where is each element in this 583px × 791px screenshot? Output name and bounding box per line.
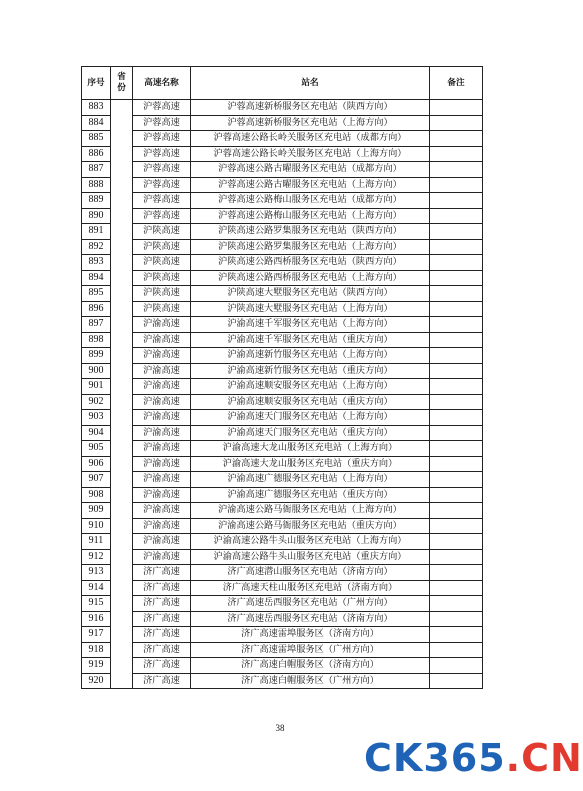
highway-name: 沪蓉高速: [133, 100, 191, 116]
table-row: [82, 177, 483, 193]
header-province: 省份: [111, 67, 133, 100]
note-cell: [430, 456, 483, 472]
row-number: 913: [82, 565, 111, 581]
table-row: [82, 270, 483, 286]
row-number: 891: [82, 224, 111, 240]
row-number: 890: [82, 208, 111, 224]
highway-name: 沪蓉高速: [133, 131, 191, 147]
row-number: 903: [82, 410, 111, 426]
highway-name: 沪蓉高速: [133, 146, 191, 162]
highway-name: 济广高速: [133, 627, 191, 643]
table-row: [82, 627, 483, 643]
station-name: 沪陕高速大墅服务区充电站（陕西方向）: [191, 286, 430, 302]
highway-name: 沪陕高速: [133, 286, 191, 302]
table-row: [82, 115, 483, 131]
highway-name: 济广高速: [133, 565, 191, 581]
station-name: 沪蓉高速公路古曜服务区充电站（成都方向）: [191, 162, 430, 178]
table-row: [82, 131, 483, 147]
highway-name: 沪陕高速: [133, 255, 191, 271]
table-row: [82, 503, 483, 519]
note-cell: [430, 627, 483, 643]
station-table: [81, 66, 483, 689]
station-name: 沪陕高速公路西桥服务区充电站（上海方向）: [191, 270, 430, 286]
row-number: 900: [82, 363, 111, 379]
station-name: 沪蓉高速公路梅山服务区充电站（上海方向）: [191, 208, 430, 224]
highway-name: 沪渝高速: [133, 472, 191, 488]
station-name: 沪陕高速大墅服务区充电站（上海方向）: [191, 301, 430, 317]
note-cell: [430, 332, 483, 348]
station-name: 沪渝高速新竹服务区充电站（上海方向）: [191, 348, 430, 364]
table-row: [82, 162, 483, 178]
station-name: 沪渝高速公路马衙服务区充电站（重庆方向）: [191, 518, 430, 534]
highway-name: 沪渝高速: [133, 487, 191, 503]
station-name: 济广高速岳西服务区充电站（广州方向）: [191, 596, 430, 612]
station-name: 沪陕高速公路西桥服务区充电站（陕西方向）: [191, 255, 430, 271]
province-cell: [111, 100, 133, 689]
highway-name: 济广高速: [133, 596, 191, 612]
station-name: 济广高速白帽服务区（济南方向）: [191, 658, 430, 674]
highway-name: 沪渝高速: [133, 518, 191, 534]
note-cell: [430, 208, 483, 224]
row-number: 896: [82, 301, 111, 317]
station-name: 沪蓉高速公路长岭关服务区充电站（上海方向）: [191, 146, 430, 162]
note-cell: [430, 115, 483, 131]
row-number: 902: [82, 394, 111, 410]
highway-name: 沪蓉高速: [133, 177, 191, 193]
highway-name: 济广高速: [133, 673, 191, 689]
row-number: 901: [82, 379, 111, 395]
highway-name: 沪渝高速: [133, 317, 191, 333]
station-name: 沪渝高速广德服务区充电站（上海方向）: [191, 472, 430, 488]
highway-name: 济广高速: [133, 580, 191, 596]
row-number: 886: [82, 146, 111, 162]
row-number: 920: [82, 673, 111, 689]
highway-name: 沪蓉高速: [133, 162, 191, 178]
row-number: 911: [82, 534, 111, 550]
note-cell: [430, 472, 483, 488]
station-name: 沪渝高速新竹服务区充电站（重庆方向）: [191, 363, 430, 379]
table-row: [82, 394, 483, 410]
table-row: [82, 487, 483, 503]
note-cell: [430, 270, 483, 286]
note-cell: [430, 255, 483, 271]
note-cell: [430, 363, 483, 379]
header-note: 备注: [430, 67, 483, 100]
row-number: 912: [82, 549, 111, 565]
note-cell: [430, 534, 483, 550]
highway-name: 沪陕高速: [133, 301, 191, 317]
station-name: 沪蓉高速新桥服务区充电站（陕西方向）: [191, 100, 430, 116]
row-number: 918: [82, 642, 111, 658]
row-number: 910: [82, 518, 111, 534]
table-row: [82, 224, 483, 240]
station-name: 沪渝高速天门服务区充电站（上海方向）: [191, 410, 430, 426]
table-row: [82, 642, 483, 658]
station-name: 沪渝高速千军服务区充电站（重庆方向）: [191, 332, 430, 348]
table-row: [82, 348, 483, 364]
station-name: 沪蓉高速新桥服务区充电站（上海方向）: [191, 115, 430, 131]
note-cell: [430, 487, 483, 503]
table-row: [82, 658, 483, 674]
highway-name: 沪渝高速: [133, 348, 191, 364]
highway-name: 沪渝高速: [133, 503, 191, 519]
row-number: 892: [82, 239, 111, 255]
header-num: 序号: [82, 67, 111, 100]
note-cell: [430, 100, 483, 116]
station-name: 济广高速天柱山服务区充电站（济南方向）: [191, 580, 430, 596]
table-row: [82, 301, 483, 317]
highway-name: 沪渝高速: [133, 534, 191, 550]
highway-name: 沪陕高速: [133, 224, 191, 240]
row-number: 914: [82, 580, 111, 596]
row-number: 917: [82, 627, 111, 643]
note-cell: [430, 565, 483, 581]
row-number: 889: [82, 193, 111, 209]
highway-name: 沪渝高速: [133, 363, 191, 379]
station-name: 沪渝高速顺安服务区充电站（重庆方向）: [191, 394, 430, 410]
station-name: 沪陕高速公路罗集服务区充电站（上海方向）: [191, 239, 430, 255]
note-cell: [430, 224, 483, 240]
station-name: 沪渝高速广德服务区充电站（重庆方向）: [191, 487, 430, 503]
table-row: [82, 286, 483, 302]
table-row: [82, 596, 483, 612]
row-number: 916: [82, 611, 111, 627]
table-row: [82, 193, 483, 209]
note-cell: [430, 394, 483, 410]
table-row: [82, 580, 483, 596]
note-cell: [430, 301, 483, 317]
station-name: 沪蓉高速公路古曜服务区充电站（上海方向）: [191, 177, 430, 193]
table-header-row: [82, 67, 483, 100]
note-cell: [430, 193, 483, 209]
note-cell: [430, 410, 483, 426]
station-name: 沪渝高速大龙山服务区充电站（重庆方向）: [191, 456, 430, 472]
note-cell: [430, 131, 483, 147]
table-row: [82, 255, 483, 271]
row-number: 887: [82, 162, 111, 178]
row-number: 888: [82, 177, 111, 193]
row-number: 905: [82, 441, 111, 457]
row-number: 909: [82, 503, 111, 519]
note-cell: [430, 162, 483, 178]
note-cell: [430, 673, 483, 689]
table-body: [82, 100, 483, 689]
row-number: 893: [82, 255, 111, 271]
row-number: 897: [82, 317, 111, 333]
table-row: [82, 549, 483, 565]
note-cell: [430, 596, 483, 612]
ck365-watermark-logo: CK365.CN: [364, 736, 583, 780]
highway-name: 沪渝高速: [133, 332, 191, 348]
highway-name: 济广高速: [133, 611, 191, 627]
station-name: 济广高速白帽服务区（广州方向）: [191, 673, 430, 689]
note-cell: [430, 441, 483, 457]
table-row: [82, 456, 483, 472]
row-number: 899: [82, 348, 111, 364]
table-row: [82, 534, 483, 550]
station-name: 济广高速雷埠服务区（广州方向）: [191, 642, 430, 658]
note-cell: [430, 518, 483, 534]
table-row: [82, 363, 483, 379]
station-name: 沪蓉高速公路梅山服务区充电站（成都方向）: [191, 193, 430, 209]
highway-name: 沪陕高速: [133, 270, 191, 286]
note-cell: [430, 239, 483, 255]
row-number: 908: [82, 487, 111, 503]
row-number: 915: [82, 596, 111, 612]
highway-name: 沪蓉高速: [133, 115, 191, 131]
highway-name: 沪渝高速: [133, 410, 191, 426]
table-row: [82, 332, 483, 348]
station-name: 沪渝高速千军服务区充电站（上海方向）: [191, 317, 430, 333]
row-number: 883: [82, 100, 111, 116]
row-number: 919: [82, 658, 111, 674]
row-number: 895: [82, 286, 111, 302]
table-row: [82, 239, 483, 255]
note-cell: [430, 503, 483, 519]
table-row: [82, 611, 483, 627]
note-cell: [430, 177, 483, 193]
note-cell: [430, 146, 483, 162]
note-cell: [430, 348, 483, 364]
station-name: 济广高速潜山服务区充电站（济南方向）: [191, 565, 430, 581]
highway-name: 沪渝高速: [133, 394, 191, 410]
note-cell: [430, 658, 483, 674]
table-row: [82, 100, 483, 116]
page-number: 38: [275, 723, 285, 733]
row-number: 904: [82, 425, 111, 441]
highway-name: 沪渝高速: [133, 425, 191, 441]
highway-name: 沪蓉高速: [133, 208, 191, 224]
table-row: [82, 472, 483, 488]
highway-name: 济广高速: [133, 658, 191, 674]
highway-name: 沪渝高速: [133, 379, 191, 395]
highway-name: 沪蓉高速: [133, 193, 191, 209]
station-name: 沪蓉高速公路长岭关服务区充电站（成都方向）: [191, 131, 430, 147]
highway-name: 沪渝高速: [133, 549, 191, 565]
note-cell: [430, 379, 483, 395]
station-name: 沪渝高速公路牛头山服务区充电站（上海方向）: [191, 534, 430, 550]
note-cell: [430, 425, 483, 441]
table-row: [82, 673, 483, 689]
note-cell: [430, 286, 483, 302]
highway-name: 沪渝高速: [133, 441, 191, 457]
note-cell: [430, 642, 483, 658]
note-cell: [430, 317, 483, 333]
row-number: 907: [82, 472, 111, 488]
table-row: [82, 317, 483, 333]
table-row: [82, 208, 483, 224]
row-number: 898: [82, 332, 111, 348]
station-name: 济广高速雷埠服务区（济南方向）: [191, 627, 430, 643]
highway-name: 沪陕高速: [133, 239, 191, 255]
station-name: 沪渝高速大龙山服务区充电站（上海方向）: [191, 441, 430, 457]
highway-name: 沪渝高速: [133, 456, 191, 472]
row-number: 906: [82, 456, 111, 472]
table-row: [82, 565, 483, 581]
station-name: 沪渝高速天门服务区充电站（重庆方向）: [191, 425, 430, 441]
station-name: 沪渝高速公路牛头山服务区充电站（重庆方向）: [191, 549, 430, 565]
table-row: [82, 379, 483, 395]
table-row: [82, 410, 483, 426]
station-name: 沪渝高速公路马衙服务区充电站（上海方向）: [191, 503, 430, 519]
row-number: 885: [82, 131, 111, 147]
station-name: 沪渝高速顺安服务区充电站（上海方向）: [191, 379, 430, 395]
table-row: [82, 425, 483, 441]
station-name: 沪陕高速公路罗集服务区充电站（陕西方向）: [191, 224, 430, 240]
station-name: 济广高速岳西服务区充电站（济南方向）: [191, 611, 430, 627]
header-highway: 高速名称: [133, 67, 191, 100]
note-cell: [430, 549, 483, 565]
note-cell: [430, 580, 483, 596]
table-row: [82, 441, 483, 457]
table-row: [82, 146, 483, 162]
table-row: [82, 518, 483, 534]
row-number: 884: [82, 115, 111, 131]
note-cell: [430, 611, 483, 627]
highway-name: 济广高速: [133, 642, 191, 658]
header-station: 站名: [191, 67, 430, 100]
row-number: 894: [82, 270, 111, 286]
